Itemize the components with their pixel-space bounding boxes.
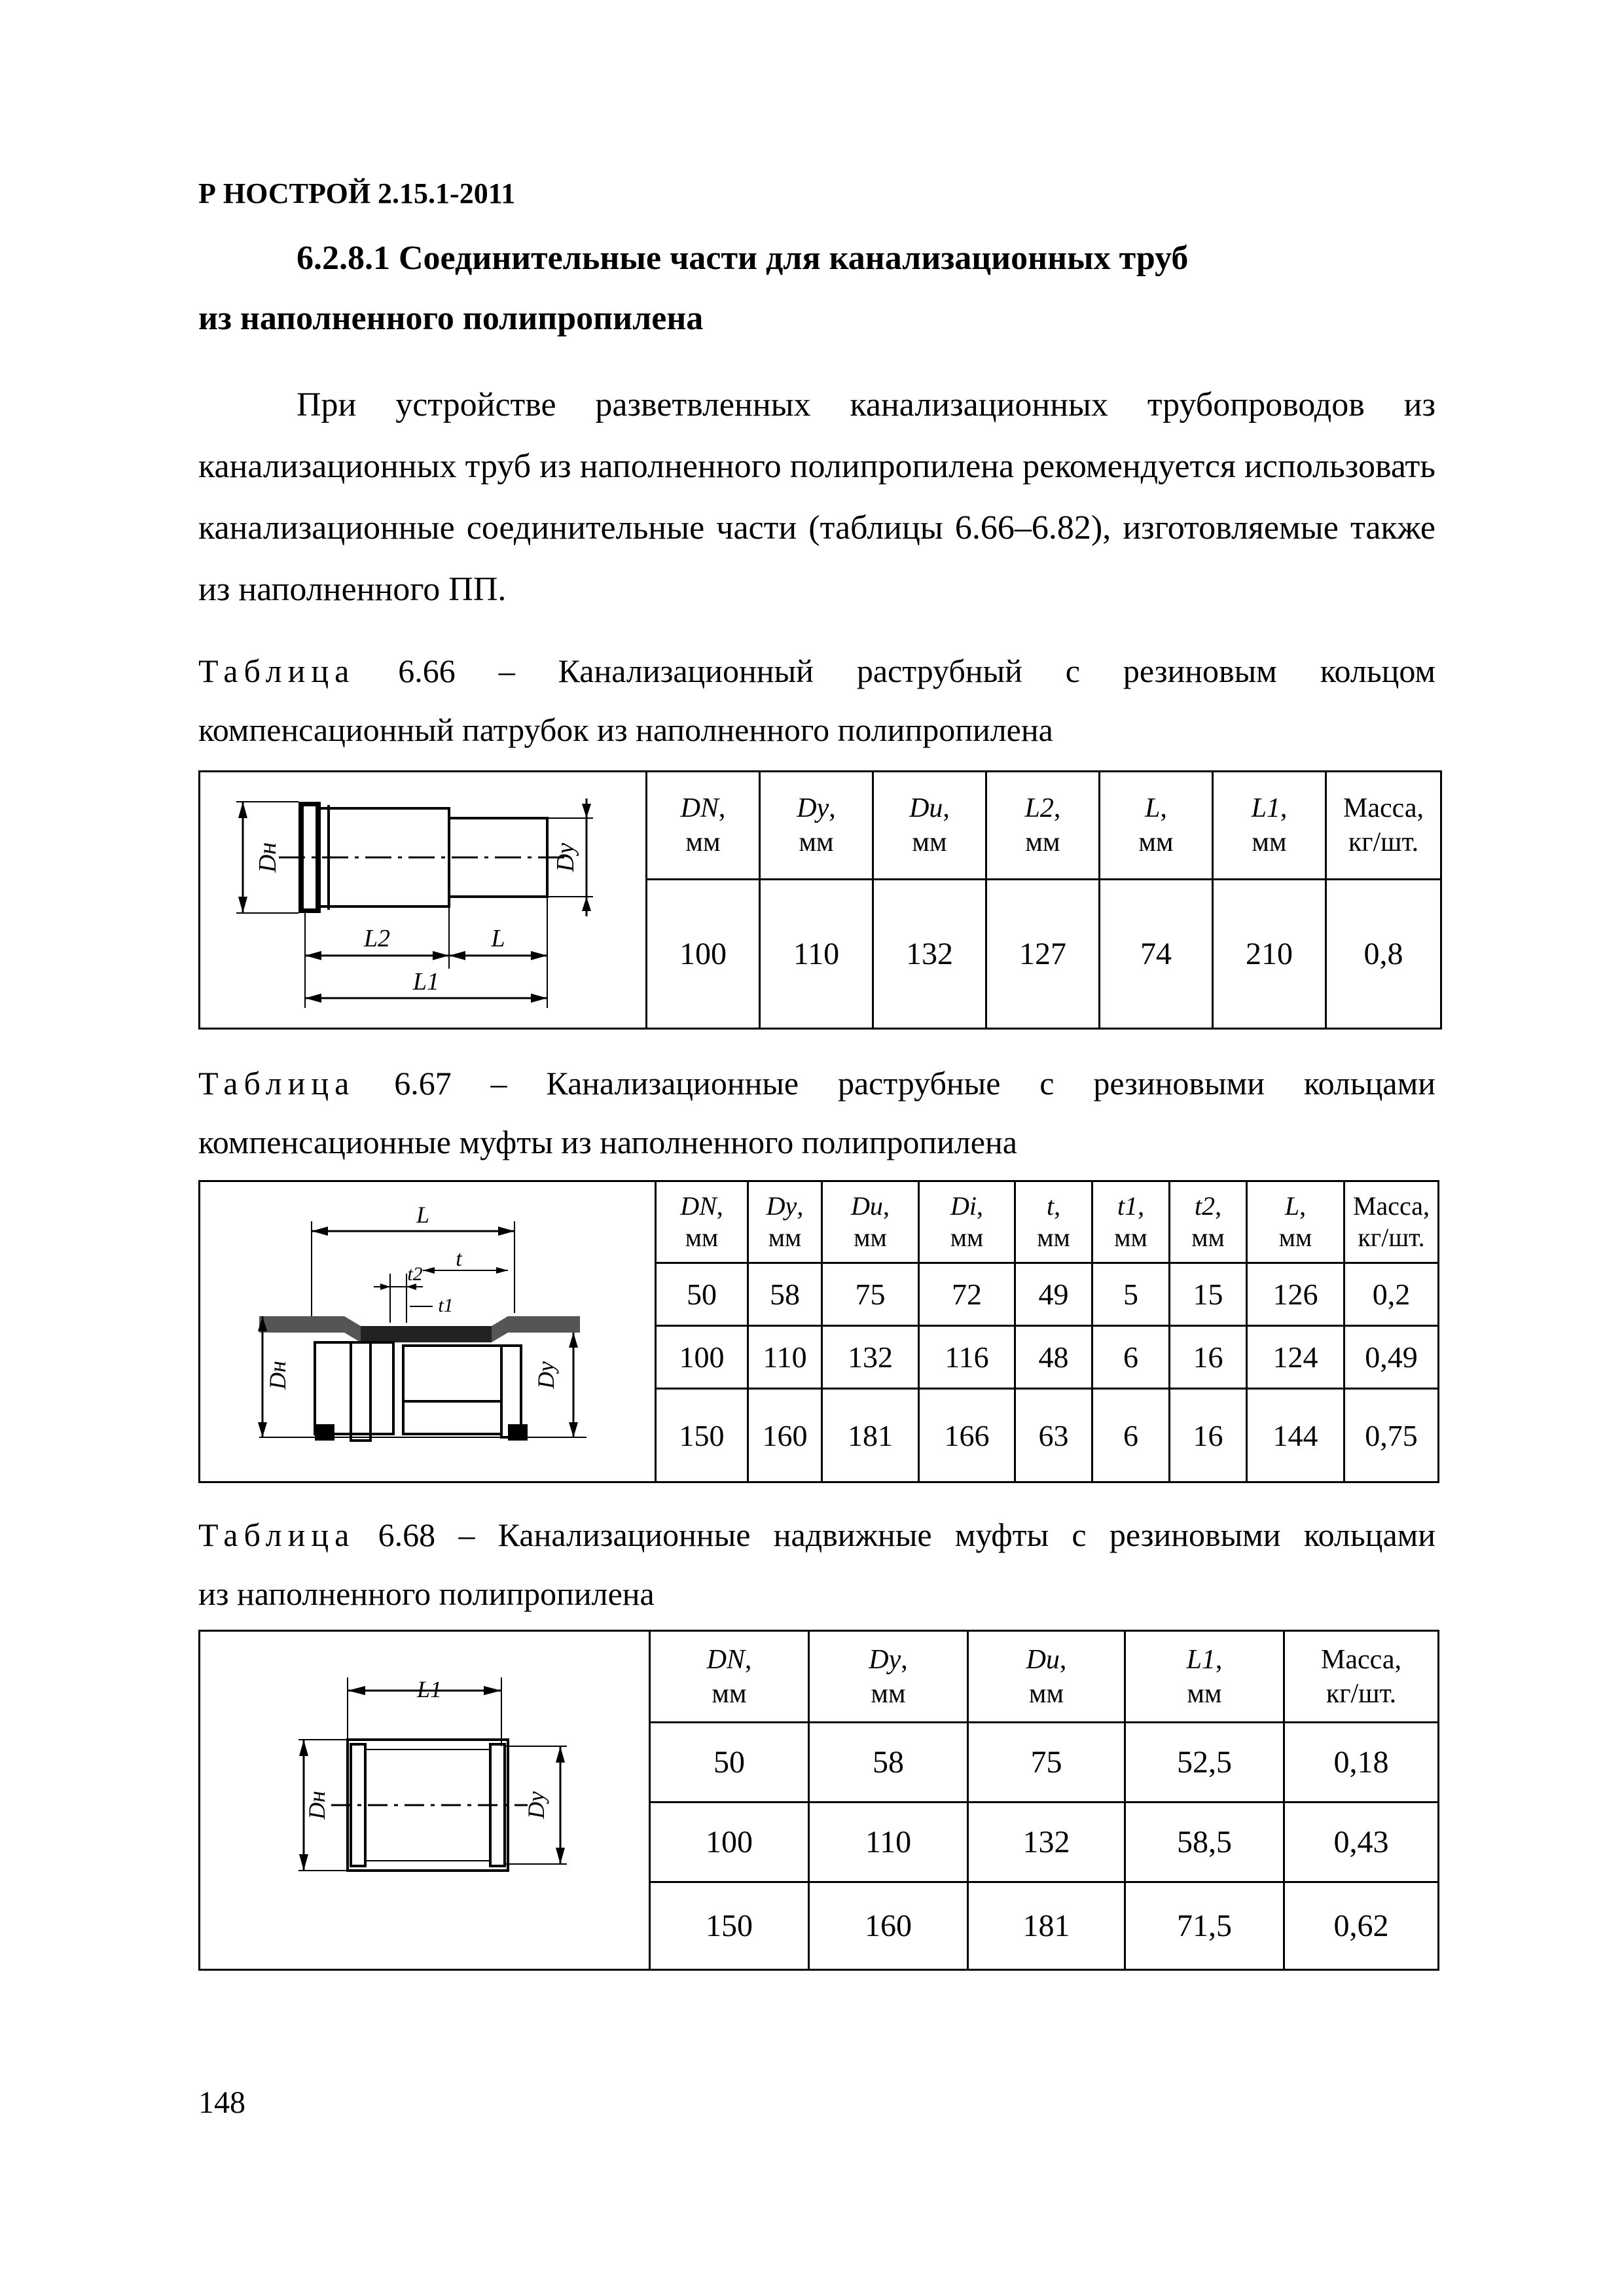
caption-word: Таблица [198, 653, 355, 689]
table-row: 100 110 132 127 74 210 0,8 [200, 880, 1441, 1029]
header-cell: t, мм [1015, 1181, 1092, 1263]
header-cell: Du, мм [968, 1631, 1125, 1723]
label-t2: t2 [407, 1263, 423, 1285]
label-dy: Dy [533, 1361, 559, 1389]
document-code: Р НОСТРОЙ 2.15.1-2011 [198, 177, 516, 209]
header-cell: Масса, кг/шт. [1284, 1631, 1439, 1723]
header-cell: DN, мм [647, 772, 760, 880]
table-666 [198, 770, 1442, 1030]
label-l2: L2 [363, 925, 391, 952]
header-cell: t1, мм [1092, 1181, 1170, 1263]
header-cell: Du, мм [873, 772, 986, 880]
table-caption-668: Таблица 6.68 – Канализационные надвижные муфты с резиновыми кольцами из наполненного полипропилена [198, 1516, 1436, 1612]
label-dy: Dy [552, 842, 579, 872]
table-caption-667: Таблица 6.67 – Канализационные раструбные с резиновыми кольцами компенсационные муфты из наполненного полипропилена [198, 1065, 1436, 1160]
table-row: 50 58 75 72 49 5 15 126 0,2 [200, 1263, 1439, 1326]
section-title-line1: Соединительные части для канализационных труб [399, 240, 1189, 277]
table-row: 150 160 181 166 63 6 16 144 0,75 [200, 1389, 1439, 1482]
table-row: 150 160 181 71,5 0,62 [200, 1882, 1439, 1970]
figure-slip-coupling [200, 1631, 650, 1970]
section-heading [198, 229, 1435, 288]
figure-compensation-pipe [200, 772, 647, 1029]
table-row: 100 110 132 58,5 0,43 [200, 1803, 1439, 1882]
table-667 [198, 1180, 1439, 1483]
figure-compensation-coupling [200, 1181, 656, 1482]
header-cell: DN, мм [656, 1181, 748, 1263]
header-cell: L1, мм [1125, 1631, 1284, 1723]
table-row: 50 58 75 52,5 0,18 [200, 1723, 1439, 1803]
label-l1: L1 [412, 968, 440, 996]
header-cell: L, мм [1247, 1181, 1344, 1263]
header-cell: Dy, мм [809, 1631, 968, 1723]
label-dy: Dy [523, 1791, 549, 1819]
table-row: 100 110 132 116 48 6 16 124 0,49 [200, 1326, 1439, 1389]
label-du: Dн [254, 842, 281, 873]
table-668 [198, 1630, 1439, 1971]
label-l: L [416, 1202, 430, 1228]
header-cell: Dy, мм [760, 772, 873, 880]
header-cell: L, мм [1100, 772, 1213, 880]
label-t: t [456, 1247, 462, 1271]
label-l1: L1 [416, 1676, 442, 1702]
header-cell: L1, мм [1213, 772, 1326, 880]
header-cell: Масса, кг/шт. [1326, 772, 1441, 880]
label-du: Dн [304, 1791, 330, 1820]
header-cell: DN, мм [650, 1631, 809, 1723]
label-du: Dн [264, 1361, 291, 1390]
intro-paragraph: При устройстве разветвленных канализационных трубопроводов из канализационных труб из наполненного полипропилена рекомендуется использовать канализационные соединительные части (таблицы 6.66–6.82), изготовляемые также из наполненного ПП. [198, 386, 1435, 608]
label-t1: t1 [438, 1295, 454, 1316]
section-title-line2: из наполненного полипропилена [198, 300, 704, 337]
header-cell: Di, мм [919, 1181, 1015, 1263]
table-caption-666: Таблица 6.66 – Канализационный раструбный с резиновым кольцом компенсационный патрубок из наполненного полипропилена [198, 653, 1436, 748]
header-cell: Du, мм [822, 1181, 919, 1263]
header-cell: Масса, кг/шт. [1344, 1181, 1439, 1263]
header-cell: t2, мм [1170, 1181, 1247, 1263]
section-number: 6.2.8.1 [297, 240, 390, 277]
label-l: L [491, 925, 505, 952]
header-cell: Dy, мм [748, 1181, 822, 1263]
page-number: 148 [198, 2085, 245, 2120]
header-cell: L2, мм [986, 772, 1100, 880]
